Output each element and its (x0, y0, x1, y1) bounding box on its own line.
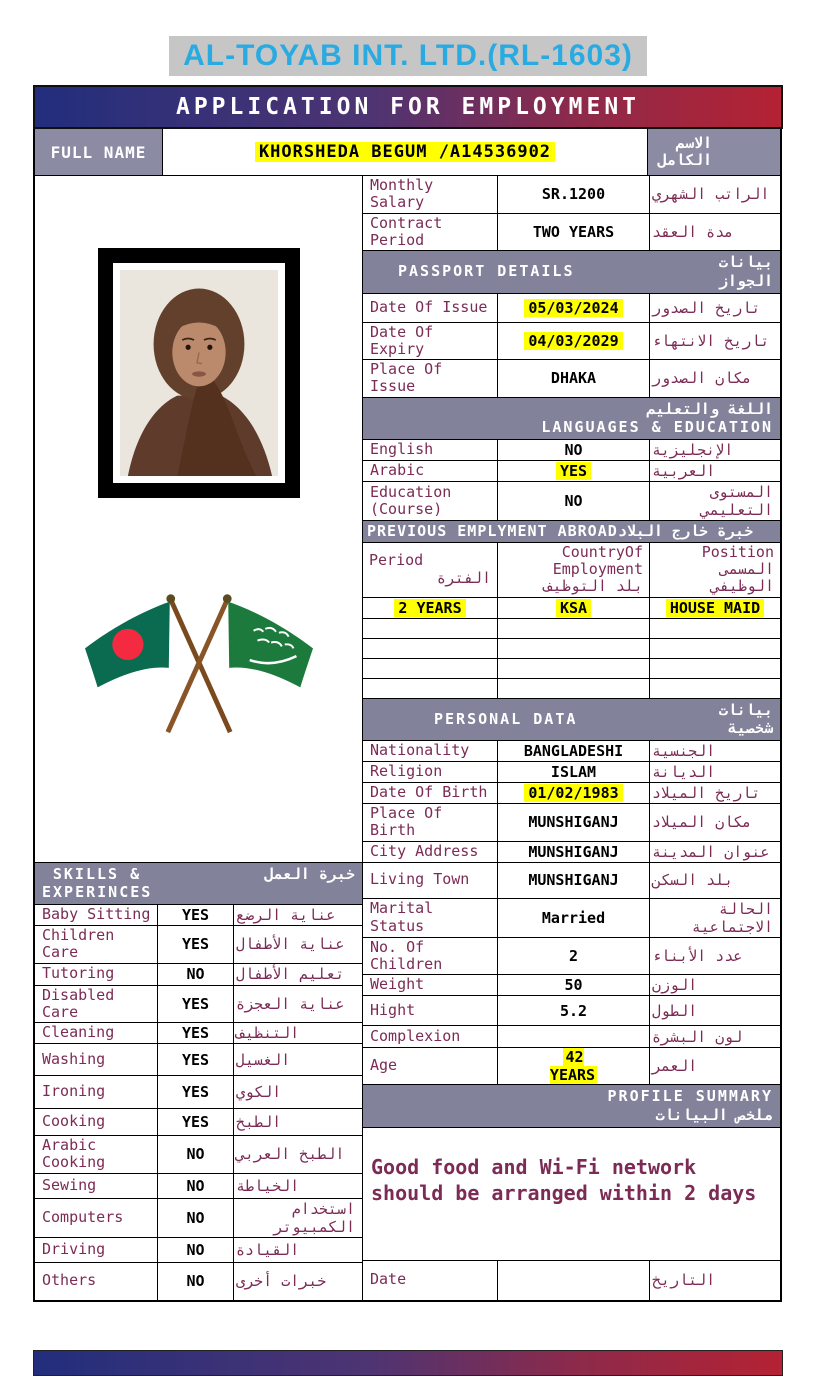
applicant-photo (98, 248, 300, 498)
prev-empl-header-en: PREVIOUS EMPLYMENT ABROAD (367, 522, 618, 540)
place-of-birth-row: Place Of Birth MUNSHIGANJ مكان الميلاد (363, 803, 780, 841)
right-column (363, 176, 780, 1300)
skill-row: Driving NO القيادة (35, 1237, 362, 1262)
application-form (33, 129, 782, 1302)
weight-row: Weight 50 الوزن (363, 974, 780, 995)
full-name-label: FULL NAME (35, 129, 162, 175)
age-row: Age 42 YEARS العمر (363, 1047, 780, 1084)
left-column (35, 176, 363, 1300)
languages-header-ar: اللغة والتعليم (646, 399, 773, 418)
date-of-expiry-row: Date Of Expiry 04/03/2029 تاريخ الانتهاء (363, 322, 780, 360)
footer-gradient-bar (33, 1350, 783, 1376)
personal-data-section-header (363, 698, 780, 741)
profile-summary-text: Good food and Wi-Fi network should be arranged within 2 days (363, 1127, 780, 1260)
full-name-row (35, 129, 780, 175)
place-of-issue-row: Place Of Issue DHAKA مكان الصدور (363, 359, 780, 397)
skill-row: Cooking YES الطبخ (35, 1108, 362, 1135)
skill-row: Children Care YES عناية الأطفال (35, 925, 362, 963)
skill-row: Arabic Cooking NO الطبخ العربي (35, 1135, 362, 1173)
contract-period-row: Contract Period TWO YEARS مدة العقد (363, 213, 780, 251)
banner-text: APPLICATION FOR EMPLOYMENT (175, 94, 641, 120)
skill-row: Cleaning YES التنظيف (35, 1022, 362, 1043)
bangladesh-flag-icon (85, 602, 170, 688)
previous-employment-empty-row (363, 618, 780, 638)
personal-header-en: PERSONAL DATA (434, 709, 578, 728)
skill-row: Baby Sitting YES عناية الرضع (35, 904, 362, 925)
flag-pole (170, 600, 229, 733)
monthly-salary-row: Monthly Salary SR.1200 الراتب الشهري (363, 176, 780, 213)
skill-row: Sewing NO الخياطة (35, 1173, 362, 1198)
skill-row: Computers NO استخدام الكمبيوتر (35, 1198, 362, 1237)
nationality-row: Nationality BANGLADESHI الجنسية (363, 740, 780, 761)
full-name-label-arabic: الاسم الكامل (647, 129, 780, 175)
skill-row: Washing YES الغسيل (35, 1043, 362, 1075)
company-title: AL-TOYAB INT. LTD.(RL-1603) (169, 36, 647, 76)
english-row: English NO الإنجليزية (363, 439, 780, 460)
skills-header-en: SKILLS & EXPERINCES (42, 864, 153, 902)
previous-employment-empty-row (363, 658, 780, 678)
skill-row: Tutoring NO تعليم الأطفال (35, 963, 362, 985)
languages-section-header (363, 397, 780, 440)
skill-row: Others NO خبرات أخرى (35, 1262, 362, 1300)
full-name-value: KHORSHEDA BEGUM /A14536902 (255, 142, 555, 162)
application-banner (33, 85, 783, 129)
date-of-birth-row: Date Of Birth 01/02/1983 تاريخ الميلاد (363, 782, 780, 803)
personal-header-ar: بيانات شخصية (718, 700, 773, 738)
profile-summary-header-ar: ملخص البيانات (655, 1105, 773, 1124)
passport-header-en: PASSPORT DETAILS (398, 262, 575, 281)
date-row: Date التاريخ (363, 1260, 780, 1300)
arabic-row: Arabic YES العربية (363, 460, 780, 481)
previous-employment-columns: Period الفترة CountryOf Employment بلد التوظيف Position المسمى الوظيفي (363, 542, 780, 597)
photo-and-flags-cell (35, 176, 362, 862)
profile-summary-header-en: PROFILE SUMMARY (607, 1087, 773, 1105)
profile-summary-section-header (363, 1084, 780, 1127)
religion-row: Religion ISLAM الديانة (363, 761, 780, 782)
applicant-portrait-image (120, 270, 278, 476)
flag-pole (167, 600, 226, 733)
skill-row: Disabled Care YES عناية العجزة (35, 985, 362, 1023)
previous-employment-empty-row (363, 678, 780, 698)
complexion-row: Complexion لون البشرة (363, 1025, 780, 1047)
skills-header-ar: خبرة العمل (264, 864, 355, 883)
children-row: No. Of Children 2 عدد الأبناء (363, 937, 780, 975)
passport-header-ar: بيانات الجواز (718, 253, 773, 290)
full-name-value-cell (162, 129, 647, 175)
previous-employment-entry-row: 2 YEARS KSA HOUSE MAID (363, 597, 780, 618)
saudi-arabia-flag-icon (228, 602, 313, 688)
education-row: Education (Course) NO المستوى التعليمي (363, 481, 780, 520)
prev-empl-header-ar: خبرة خارج البلاد (617, 522, 754, 540)
company-title-strip (0, 36, 816, 76)
marital-status-row: Marital Status Married الحالة الاجتماعية (363, 898, 780, 937)
hight-row: Hight 5.2 الطول (363, 995, 780, 1025)
skills-section-header (35, 862, 362, 905)
languages-header-en: LANGUAGES & EDUCATION (541, 418, 773, 437)
passport-section-header (363, 250, 780, 293)
skill-row: Ironing YES الكوي (35, 1075, 362, 1108)
living-town-row: Living Town MUNSHIGANJ بلد السكن (363, 862, 780, 898)
city-address-row: City Address MUNSHIGANJ عنوان المدينة (363, 841, 780, 862)
previous-employment-empty-row (363, 638, 780, 658)
date-of-issue-row: Date Of Issue 05/03/2024 تاريخ الصدور (363, 293, 780, 322)
previous-employment-section-header (363, 520, 780, 542)
crossed-flags (71, 586, 327, 738)
